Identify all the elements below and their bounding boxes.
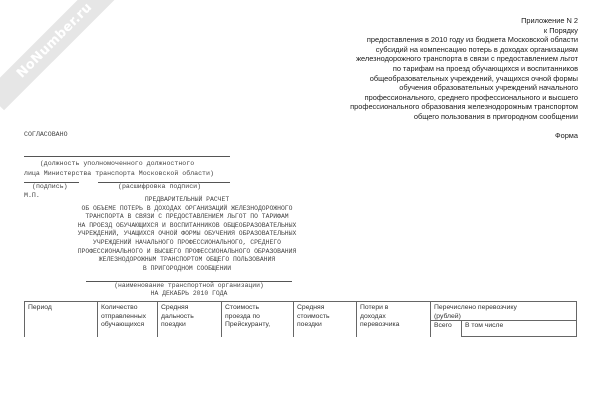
signature-caption: (подпись) <box>32 183 68 190</box>
header-transferred: Перечислено перевозчику (рублей) <box>434 304 517 320</box>
appendix-header <box>288 16 578 140</box>
title-line: УЧРЕЖДЕНИЙ, УЧАЩИХСЯ ОЧНОЙ ФОРМЫ ОБУЧЕНИЯ ОБРАЗОВАТЕЛЬНЫХ <box>77 230 297 238</box>
appendix-line: профессионального, среднего профессионального и высшего <box>364 92 578 102</box>
title-line: УЧРЕЖДЕНИЙ НАЧАЛЬНОГО ПРОФЕССИОНАЛЬНОГО, СРЕДНЕГО <box>93 238 281 246</box>
table-header-cell <box>356 302 430 337</box>
title-line: НА ПРОЕЗД ОБУЧАЮЩИХСЯ И ВОСПИТАННИКОВ ОБЩЕОБРАЗОВАТЕЛЬНЫХ <box>77 221 297 229</box>
calculation-table <box>24 301 577 337</box>
period-caption: НА ДЕКАБРЬ 2010 ГОДА <box>150 290 228 297</box>
table-header-cell <box>97 302 157 337</box>
signature-decode-caption: (расшифровка подписи) <box>118 183 202 190</box>
table-header-cell <box>293 302 356 337</box>
appendix-line: предоставления в 2010 году из бюджета Московской области <box>366 35 578 45</box>
table-header-cell <box>430 302 577 337</box>
appendix-line: обучения образовательных учреждений начального <box>399 83 578 93</box>
form-label: Форма <box>554 130 578 140</box>
subheader-including: В том числе <box>461 321 577 337</box>
title-line: ПРОФЕССИОНАЛЬНОГО И ВЫСШЕГО ПРОФЕССИОНАЛЬНОГО ОБРАЗОВАНИЯ <box>77 247 297 255</box>
table-header-cell <box>157 302 221 337</box>
table-subheader-row <box>431 320 576 337</box>
appendix-line: профессионального образования железнодорожным транспортом <box>350 102 578 112</box>
title-line: ЖЕЛЕЗНОДОРОЖНЫМ ТРАНСПОРТОМ ОБЩЕГО ПОЛЬЗОВАНИЯ <box>98 256 276 264</box>
table-header-cell <box>221 302 293 337</box>
appendix-line: общего пользования в пригородном сообщении <box>413 111 578 121</box>
appendix-line: по тарифам на проезд обучающихся и воспитанников <box>392 63 578 73</box>
subheader-total: Всего <box>434 322 452 329</box>
header-students-count: Количество отправленных обучающихся <box>101 304 146 329</box>
organization-caption: (наименование транспортной организации) <box>114 282 264 289</box>
position-caption: (должность уполномоченного должностного лица Министерства транспорта Московской области) <box>24 160 214 177</box>
header-avg-distance: Средняя дальность поездки <box>161 304 194 329</box>
title-heading: ПРЕДВАРИТЕЛЬНЫЙ РАСЧЕТ <box>144 196 230 203</box>
title-line: В ПРИГОРОДНОМ СООБЩЕНИИ <box>142 264 232 272</box>
header-fare-cost: Стоимость проезда по Прейскуранту, <box>225 304 271 329</box>
appendix-line: к Порядку <box>543 25 578 35</box>
title-line: ТРАНСПОРТА В СВЯЗИ С ПРЕДОСТАВЛЕНИЕМ ЛЬГОТ ПО ТАРИФАМ <box>85 213 289 221</box>
appendix-line: общеобразовательных учреждений, учащихся очной формы <box>369 73 578 83</box>
appendix-title: Приложение N 2 <box>521 16 578 25</box>
table-header-cell <box>24 302 97 337</box>
position-line <box>24 156 230 157</box>
appendix-line: железнодорожного транспорта в связи с предоставлением льгот <box>356 54 578 64</box>
title-line: ОБ ОБЪЕМЕ ПОТЕРЬ В ДОХОДАХ ОРГАНИЗАЦИЙ ЖЕЛЕЗНОДОРОЖНОГО <box>81 204 293 212</box>
header-carrier-losses: Потери в доходах перевозчика <box>360 304 400 329</box>
header-period: Период <box>28 304 52 311</box>
document-title <box>62 196 312 273</box>
agreed-label: СОГЛАСОВАНО <box>24 131 68 138</box>
watermark: NoNumber.ru <box>0 0 124 110</box>
stamp-label: М.П. <box>24 192 40 199</box>
appendix-line: субсидий на компенсацию потерь в доходах организациям <box>375 44 578 54</box>
header-avg-trip-cost: Средняя стоимость поездки <box>297 304 330 329</box>
